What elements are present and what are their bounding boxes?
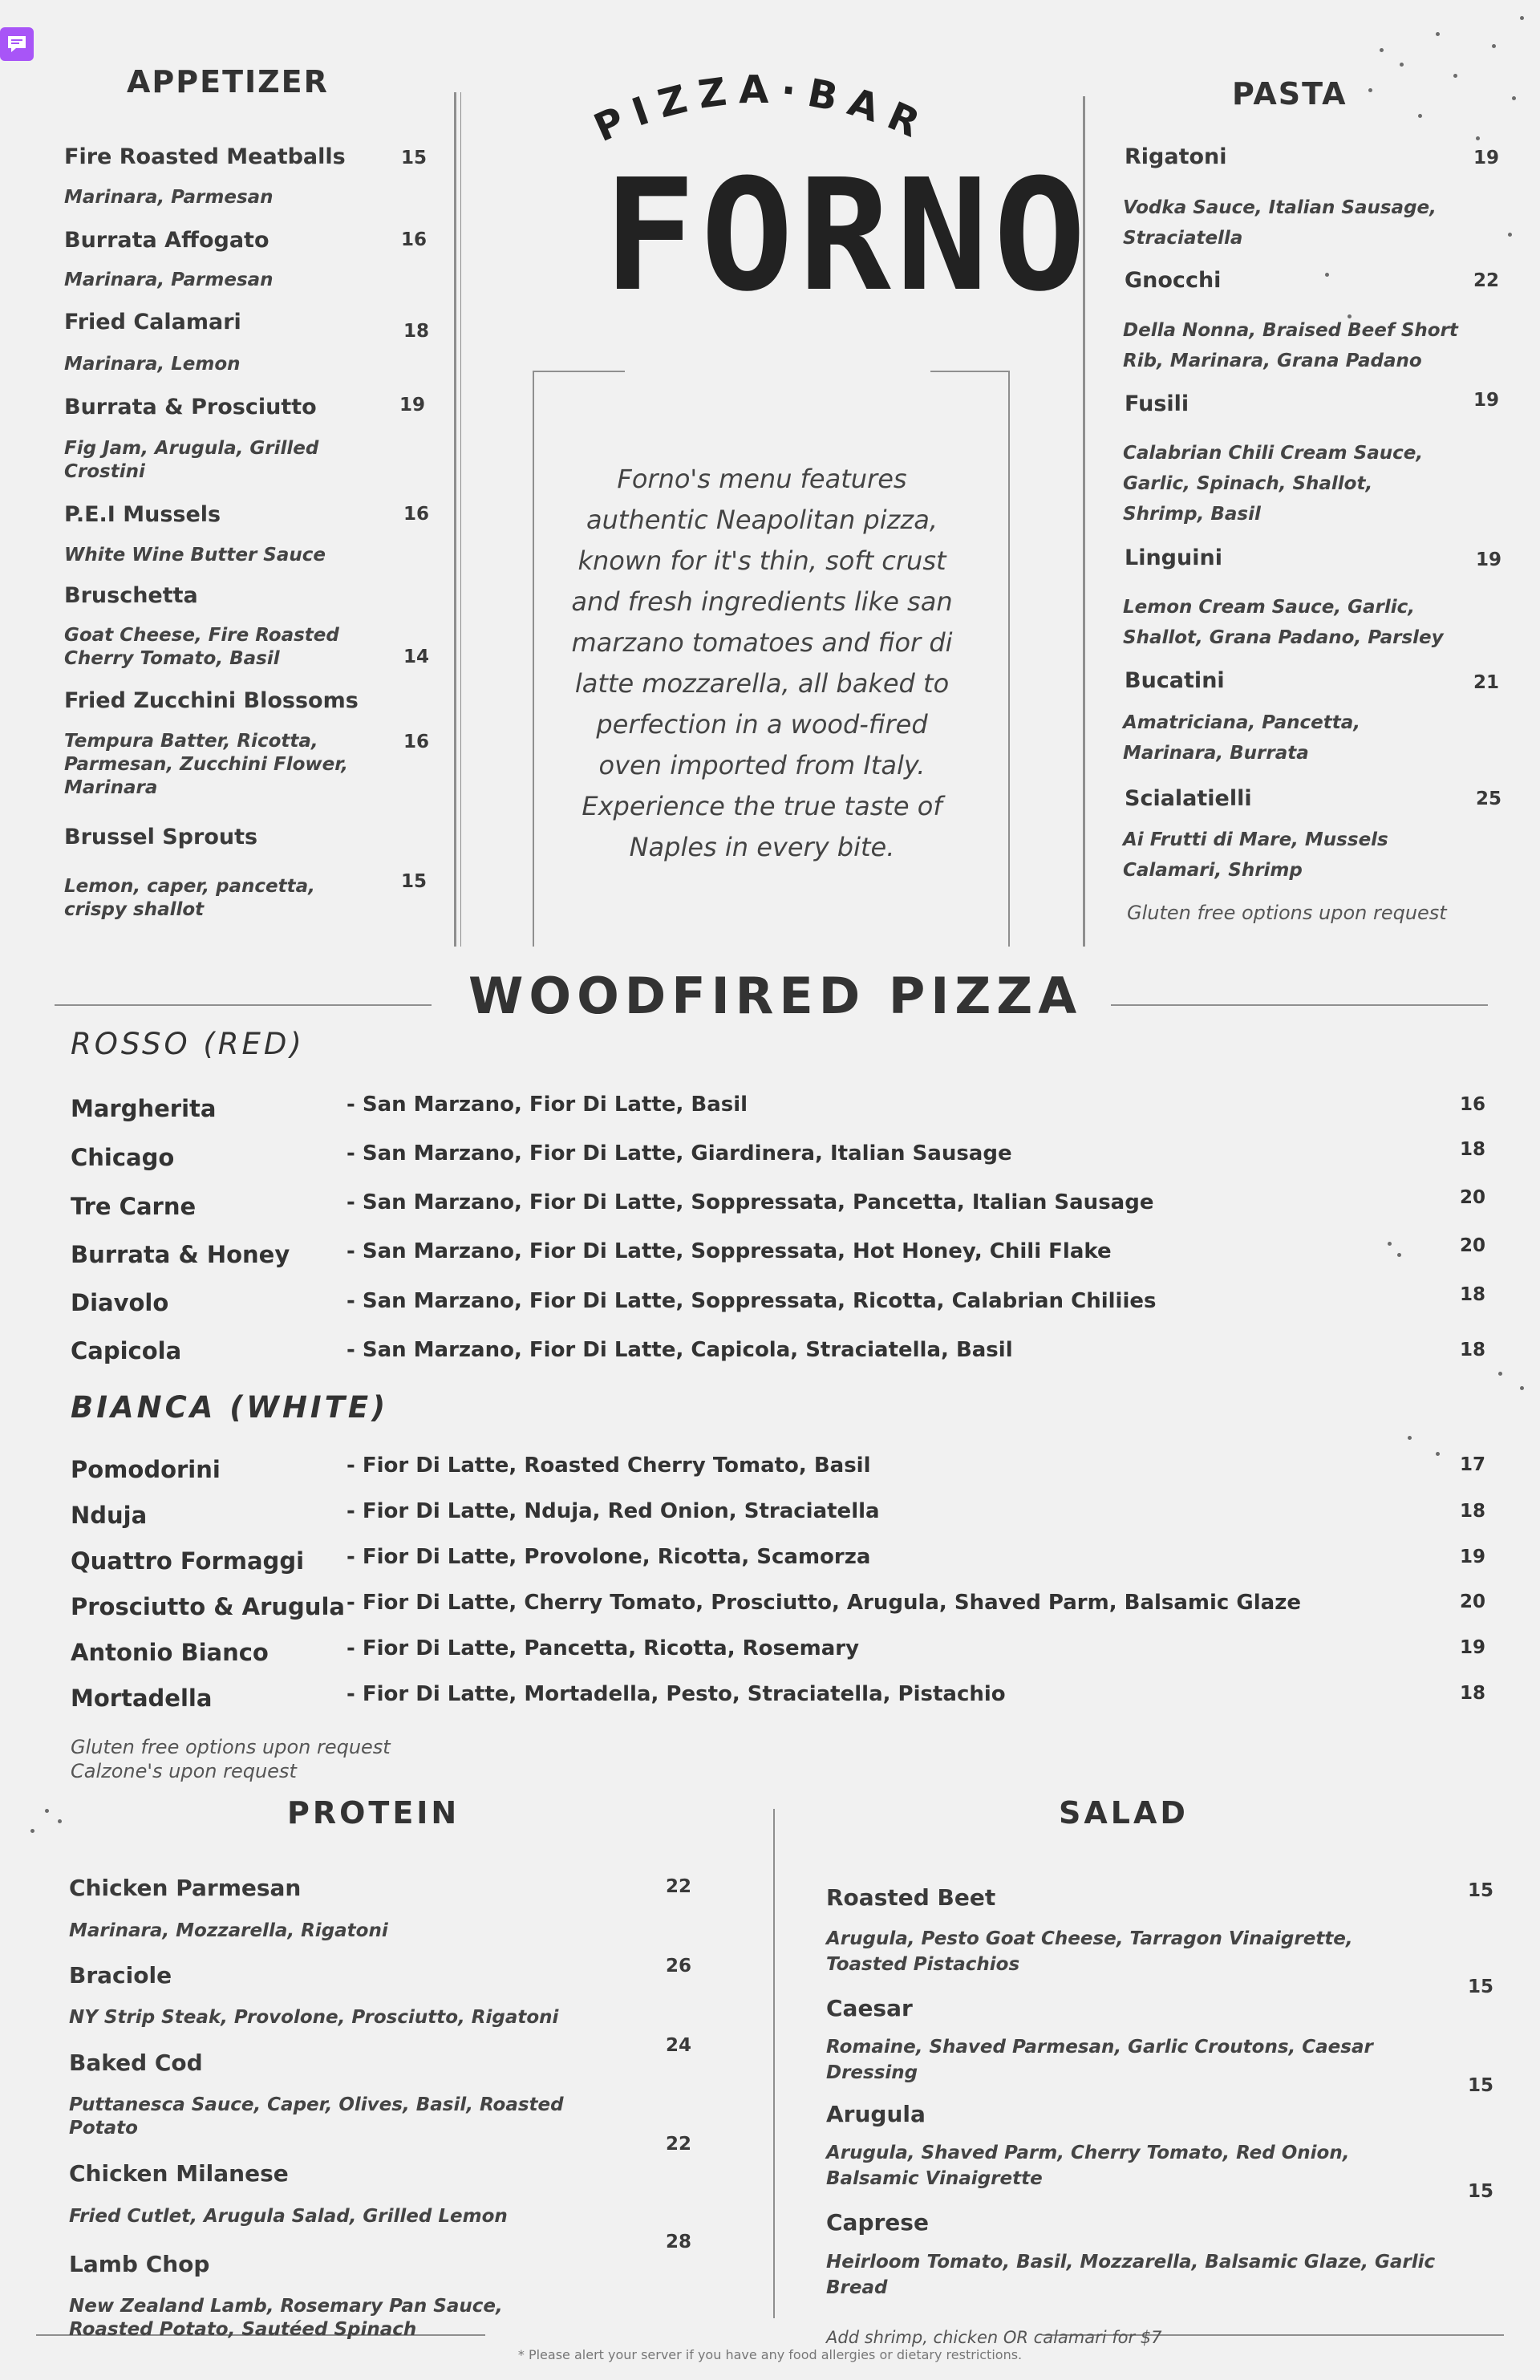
pizza-name: Quattro Formaggi <box>71 1547 305 1575</box>
pasta-item-name: Scialatielli <box>1125 786 1252 811</box>
pizza-price: 17 <box>1460 1454 1486 1475</box>
intro-frame-right <box>1008 371 1010 947</box>
pizza-desc: - San Marzano, Fior Di Latte, Capicola, Straciatella, Basil <box>346 1338 1013 1362</box>
salad-item-desc: Arugula, Shaved Parm, Cherry Tomato, Red Onion, Balsamic Vinaigrette <box>826 2143 1350 2189</box>
pasta-item-price: 19 <box>1473 390 1500 411</box>
pizza-name: Prosciutto & Arugula <box>71 1593 345 1620</box>
protein-item-price: 22 <box>666 1876 692 1897</box>
pasta-item-desc: Amatriciana, Pancetta, Marinara, Burrata <box>1123 712 1360 764</box>
appetizer-item-name: Bruschetta <box>64 583 198 608</box>
appetizer-item-price: 19 <box>399 395 426 416</box>
salad-item-price: 15 <box>1468 2075 1494 2096</box>
appetizer-item-price: 16 <box>403 732 430 752</box>
pizza-price: 20 <box>1460 1187 1486 1208</box>
protein-item-name: Braciole <box>69 1962 172 1989</box>
appetizer-item-desc: Marinara, Parmesan <box>64 187 274 208</box>
pizza-name: Mortadella <box>71 1685 213 1712</box>
pizza-desc: - Fior Di Latte, Pancetta, Ricotta, Rosemary <box>346 1636 860 1660</box>
salad-item-name: Arugula <box>826 2101 926 2127</box>
salad-item-desc: Heirloom Tomato, Basil, Mozzarella, Balsamic Glaze, Garlic Bread <box>826 2252 1436 2298</box>
pizza-desc: - Fior Di Latte, Cherry Tomato, Prosciutto, Arugula, Shaved Parm, Balsamic Glaze <box>346 1591 1301 1615</box>
protein-item-price: 22 <box>666 2134 692 2155</box>
salad-item-name: Caesar <box>826 1995 913 2021</box>
appetizer-item-desc: White Wine Butter Sauce <box>64 545 326 566</box>
pizza-price: 19 <box>1460 1547 1486 1567</box>
appetizer-item-desc: Lemon, caper, pancetta, crispy shallot <box>64 876 315 920</box>
pasta-item-name: Bucatini <box>1125 668 1225 693</box>
pasta-item-desc: Della Nonna, Braised Beef Short Rib, Marinara, Grana Padano <box>1123 320 1458 371</box>
pizza-name: Diavolo <box>71 1289 169 1316</box>
logo-arc-text <box>586 63 938 151</box>
salad-item-price: 15 <box>1468 1880 1494 1901</box>
pasta-item-price: 25 <box>1476 789 1502 809</box>
divider-left <box>454 92 456 947</box>
divider-left-inner <box>460 92 461 947</box>
pizza-desc: - San Marzano, Fior Di Latte, Soppressata, Hot Honey, Chili Flake <box>346 1239 1112 1263</box>
protein-item-name: Lamb Chop <box>69 2251 210 2277</box>
protein-item-price: 24 <box>666 2035 692 2056</box>
pasta-item-name: Gnocchi <box>1125 268 1222 293</box>
pasta-item-desc: Calabrian Chili Cream Sauce, Garlic, Spinach, Shallot, Shrimp, Basil <box>1123 443 1424 525</box>
pasta-item-price: 19 <box>1473 148 1500 168</box>
protein-item-price: 28 <box>666 2232 692 2252</box>
pizza-name: Tre Carne <box>71 1193 197 1220</box>
pizza-title: WOODFIRED PIZZA <box>468 967 1083 1025</box>
salad-title: SALAD <box>1059 1795 1189 1831</box>
pizza-name: Burrata & Honey <box>71 1241 290 1268</box>
protein-item-desc: Marinara, Mozzarella, Rigatoni <box>69 1920 388 1941</box>
protein-item-desc: New Zealand Lamb, Rosemary Pan Sauce, Roasted Potato, Sautéed Spinach <box>69 2296 503 2340</box>
appetizer-item-desc: Tempura Batter, Ricotta, Parmesan, Zucchini Flower, Marinara <box>64 731 348 798</box>
salad-item-name: Caprese <box>826 2209 929 2236</box>
pasta-item-desc: Vodka Sauce, Italian Sausage, Straciatella <box>1123 197 1437 249</box>
pizza-price: 18 <box>1460 1340 1486 1360</box>
pasta-note: Gluten free options upon request <box>1127 902 1447 924</box>
pasta-item-desc: Ai Frutti di Mare, Mussels Calamari, Shrimp <box>1123 829 1388 881</box>
appetizer-item-name: Burrata & Prosciutto <box>64 395 317 420</box>
pizza-desc: - San Marzano, Fior Di Latte, Giardinera, Italian Sausage <box>346 1141 1012 1166</box>
protein-item-name: Baked Cod <box>69 2050 203 2076</box>
appetizer-item-desc: Marinara, Lemon <box>64 354 241 375</box>
appetizer-item-name: Fried Zucchini Blossoms <box>64 688 359 713</box>
pizza-desc: - Fior Di Latte, Mortadella, Pesto, Straciatella, Pistachio <box>346 1682 1006 1706</box>
appetizer-item-name: P.E.I Mussels <box>64 502 221 527</box>
intro-frame-top-right <box>930 371 1010 372</box>
salad-item-desc: Romaine, Shaved Parmesan, Garlic Croutons, Caesar Dressing <box>826 2037 1373 2083</box>
pizza-note-gluten: Gluten free options upon request <box>71 1736 391 1758</box>
appetizer-item-price: 18 <box>403 321 430 342</box>
pizza-price: 20 <box>1460 1591 1486 1612</box>
divider-bottom <box>773 1809 775 2318</box>
appetizer-item-name: Brussel Sprouts <box>64 825 258 849</box>
appetizer-item-desc: Goat Cheese, Fire Roasted Cherry Tomato, Basil <box>64 625 339 669</box>
allergy-footnote: * Please alert your server if you have any food allergies or dietary restrictions. <box>517 2347 1023 2362</box>
pasta-item-price: 19 <box>1476 549 1502 570</box>
protein-item-price: 26 <box>666 1956 692 1977</box>
pizza-price: 19 <box>1460 1637 1486 1658</box>
pizza-name: Nduja <box>71 1502 148 1529</box>
pasta-item-name: Fusili <box>1125 391 1189 416</box>
pizza-price: 18 <box>1460 1139 1486 1160</box>
pasta-item-desc: Lemon Cream Sauce, Garlic, Shallot, Grana Padano, Parsley <box>1123 597 1444 648</box>
intro-text: Forno's menu features authentic Neapolitan pizza, known for it's thin, soft crust and fresh ingredients like san marzano tomatoes and fior di latte mozzarella, all baked to perfection in a wood-fired oven imported from Italy. Experience the true taste of Naples in every bite. <box>571 464 953 862</box>
appetizer-item-name: Burrata Affogato <box>64 228 270 253</box>
protein-title: PROTEIN <box>287 1795 460 1831</box>
pizza-name: Margherita <box>71 1095 217 1122</box>
pasta-item-name: Linguini <box>1125 545 1222 570</box>
pizza-desc: - Fior Di Latte, Nduja, Red Onion, Straciatella <box>346 1499 880 1523</box>
pizza-desc: - Fior Di Latte, Roasted Cherry Tomato, Basil <box>346 1454 871 1478</box>
pizza-price: 18 <box>1460 1284 1486 1305</box>
appetizer-item-desc: Marinara, Parmesan <box>64 270 274 290</box>
pasta-title: PASTA <box>1232 76 1348 111</box>
pizza-rule-left <box>55 1004 432 1006</box>
bianca-title: BIANCA (WHITE) <box>71 1390 389 1425</box>
svg-text:PIZZA·BAR: PIZZA·BAR <box>587 67 937 151</box>
pizza-name: Chicago <box>71 1144 175 1171</box>
appetizer-item-price: 16 <box>403 504 430 525</box>
salad-item-price: 15 <box>1468 2181 1494 2202</box>
pasta-item-name: Rigatoni <box>1125 144 1227 169</box>
pizza-price: 16 <box>1460 1094 1486 1115</box>
intro-frame-left <box>533 371 534 947</box>
pasta-item-price: 21 <box>1473 672 1500 693</box>
appetizer-title: APPETIZER <box>127 64 329 99</box>
salad-item-name: Roasted Beet <box>826 1884 996 1911</box>
pizza-name: Capicola <box>71 1337 182 1364</box>
protein-item-desc: Puttanesca Sauce, Caper, Olives, Basil, Roasted Potato <box>69 2094 564 2139</box>
appetizer-item-desc: Fig Jam, Arugula, Grilled Crostini <box>64 438 319 482</box>
pizza-name: Pomodorini <box>71 1456 221 1483</box>
chat-icon[interactable] <box>0 27 34 61</box>
appetizer-item-price: 15 <box>401 871 428 892</box>
pizza-desc: - San Marzano, Fior Di Latte, Soppressata, Pancetta, Italian Sausage <box>346 1190 1154 1214</box>
protein-item-desc: Fried Cutlet, Arugula Salad, Grilled Lemon <box>69 2206 508 2227</box>
pizza-price: 20 <box>1460 1235 1486 1256</box>
appetizer-item-price: 16 <box>401 229 428 250</box>
pizza-price: 18 <box>1460 1683 1486 1704</box>
pasta-item-price: 22 <box>1473 270 1500 291</box>
appetizer-item-name: Fried Calamari <box>64 310 241 334</box>
logo-wordmark: FORNO <box>603 147 1091 326</box>
salad-item-price: 15 <box>1468 1977 1494 1997</box>
protein-item-name: Chicken Parmesan <box>69 1875 302 1901</box>
pizza-note-calzone: Calzone's upon request <box>71 1760 297 1782</box>
pizza-desc: - San Marzano, Fior Di Latte, Soppressata, Ricotta, Calabrian Chiliies <box>346 1289 1157 1313</box>
pizza-price: 18 <box>1460 1501 1486 1522</box>
salad-item-desc: Arugula, Pesto Goat Cheese, Tarragon Vinaigrette, Toasted Pistachios <box>826 1928 1353 1975</box>
protein-item-desc: NY Strip Steak, Provolone, Prosciutto, Rigatoni <box>69 2007 559 2028</box>
appetizer-item-price: 15 <box>401 148 428 168</box>
protein-item-name: Chicken Milanese <box>69 2160 289 2187</box>
pizza-rule-right <box>1111 1004 1488 1006</box>
rosso-title: ROSSO (RED) <box>71 1027 305 1061</box>
appetizer-item-price: 14 <box>403 647 430 667</box>
appetizer-item-name: Fire Roasted Meatballs <box>64 144 346 169</box>
intro-frame-top-left <box>533 371 625 372</box>
pizza-name: Antonio Bianco <box>71 1639 269 1666</box>
pizza-desc: - San Marzano, Fior Di Latte, Basil <box>346 1093 748 1117</box>
salad-note: Add shrimp, chicken OR calamari for $7 <box>826 2328 1162 2347</box>
pizza-desc: - Fior Di Latte, Provolone, Ricotta, Scamorza <box>346 1545 871 1569</box>
